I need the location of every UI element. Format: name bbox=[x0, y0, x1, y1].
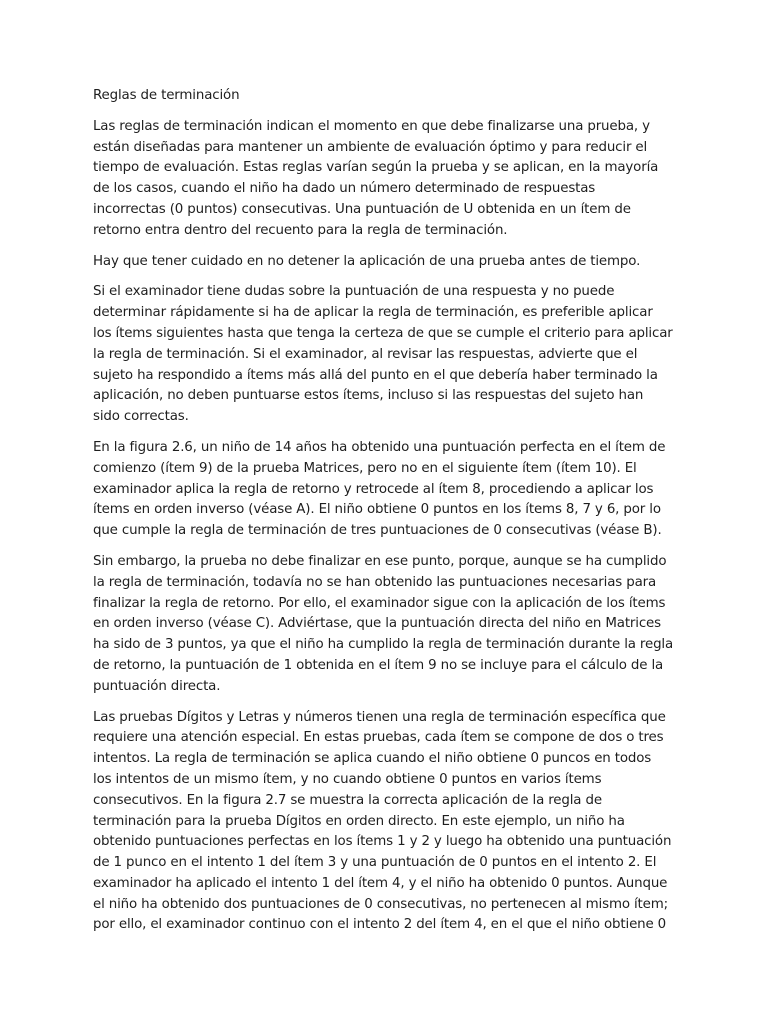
text-line: retorno entra dentro del recuento para la regla de terminación. bbox=[93, 222, 508, 238]
document-body bbox=[93, 117, 683, 936]
text-line: ha sido de 3 puntos, ya que el niño ha cumplido la regla de terminación durante la regla bbox=[93, 637, 674, 653]
text-line: de 1 punco en el intento 1 del ítem 3 y una puntuación de 0 puntos en el intento 2. El bbox=[93, 855, 657, 871]
text-line: requiere una atención especial. En estas pruebas, cada ítem se compone de dos o tres bbox=[93, 730, 664, 746]
text-line: sujeto ha respondido a ítems más allá del punto en el que debería haber terminado la bbox=[93, 367, 658, 383]
document-title: Reglas de terminación bbox=[93, 88, 240, 103]
text-line: finalizar la regla de retorno. Por ello, el examinador sigue con la aplicación de los ítems bbox=[93, 595, 666, 611]
text-line: examinador aplica la regla de retorno y retrocede al ítem 8, procediendo a aplicar los bbox=[93, 481, 654, 497]
text-line: la regla de terminación, todavía no se han obtenido las puntuaciones necesarias para bbox=[93, 574, 657, 590]
text-line: examinador ha aplicado el intento 1 del ítem 4, y el niño ha obtenido 0 puntos. Aunque bbox=[93, 875, 668, 891]
text-line: aplicación, no deben puntuarse estos ítems, incluso si las respuestas del sujeto han bbox=[93, 388, 644, 404]
text-line: obtenido puntuaciones perfectas en los ítems 1 y 2 y luego ha obtenido una puntuación bbox=[93, 834, 672, 850]
text-line: en orden inverso (véase C). Adviértase, que la puntuación directa del niño en Matrices bbox=[93, 616, 661, 632]
text-line: el niño ha obtenido dos puntuaciones de 0 consecutivas, no pertenecen al mismo ítem; bbox=[93, 896, 669, 912]
text-line: incorrectas (0 puntos) consecutivas. Una puntuación de U obtenida en un ítem de bbox=[93, 201, 631, 217]
text-line: de los casos, cuando el niño ha dado un número determinado de respuestas bbox=[93, 181, 596, 197]
text-line: Hay que tener cuidado en no detener la aplicación de una prueba antes de tiempo. bbox=[93, 253, 641, 269]
text-line: comienzo (ítem 9) de la prueba Matrices, pero no en el siguiente ítem (ítem 10). El bbox=[93, 460, 637, 476]
text-line: los intentos de un mismo ítem, y no cuando obtiene 0 puntos en varios ítems bbox=[93, 771, 602, 787]
text-line: terminación para la prueba Dígitos en orden directo. En este ejemplo, un niño ha bbox=[93, 813, 625, 829]
text-line: Las pruebas Dígitos y Letras y números tienen una regla de terminación específica que bbox=[93, 709, 666, 725]
document-page bbox=[93, 86, 683, 946]
paragraph bbox=[93, 117, 683, 242]
text-line: la regla de terminación. Si el examinador, al revisar las respuestas, advierte que el bbox=[93, 346, 638, 362]
text-line: los ítems siguientes hasta que tenga la certeza de que se cumple el criterio para aplicar bbox=[93, 325, 673, 341]
text-line: ítems en orden inverso (véase A). El niño obtiene 0 puntos en los ítems 8, 7 y 6, por lo bbox=[93, 502, 661, 518]
text-line: intentos. La regla de terminación se aplica cuando el niño obtiene 0 puncos en todos bbox=[93, 751, 652, 767]
text-line: En la figura 2.6, un niño de 14 años ha obtenido una puntuación perfecta en el ítem de bbox=[93, 439, 666, 455]
text-line: tiempo de evaluación. Estas reglas varían según la prueba y se aplican, en la mayoría bbox=[93, 160, 659, 176]
text-line: Sin embargo, la prueba no debe finalizar en ese punto, porque, aunque se ha cumplido bbox=[93, 553, 667, 569]
text-line: determinar rápidamente si ha de aplicar la regla de terminación, es preferible aplicar bbox=[93, 305, 653, 321]
paragraph bbox=[93, 252, 683, 273]
text-line: Las reglas de terminación indican el momento en que debe finalizarse una prueba, y bbox=[93, 118, 650, 134]
paragraph bbox=[93, 552, 683, 698]
text-line: que cumple la regla de terminación de tres puntuaciones de 0 consecutivas (véase B). bbox=[93, 523, 662, 539]
text-line: por ello, el examinador continuo con el intento 2 del ítem 4, en el que el niño obtiene 0 bbox=[93, 917, 667, 933]
text-line: sido correctas. bbox=[93, 409, 189, 425]
text-line: de retorno, la puntuación de 1 obtenida en el ítem 9 no se incluye para el cálculo de la bbox=[93, 657, 664, 673]
text-line: están diseñadas para mantener un ambiente de evaluación óptimo y para reducir el bbox=[93, 139, 648, 155]
paragraph bbox=[93, 282, 683, 428]
text-line: puntuación directa. bbox=[93, 678, 221, 694]
paragraph bbox=[93, 438, 683, 542]
text-line: Si el examinador tiene dudas sobre la puntuación de una respuesta y no puede bbox=[93, 284, 615, 300]
text-line: consecutivos. En la figura 2.7 se muestra la correcta aplicación de la regla de bbox=[93, 792, 602, 808]
paragraph bbox=[93, 708, 683, 937]
